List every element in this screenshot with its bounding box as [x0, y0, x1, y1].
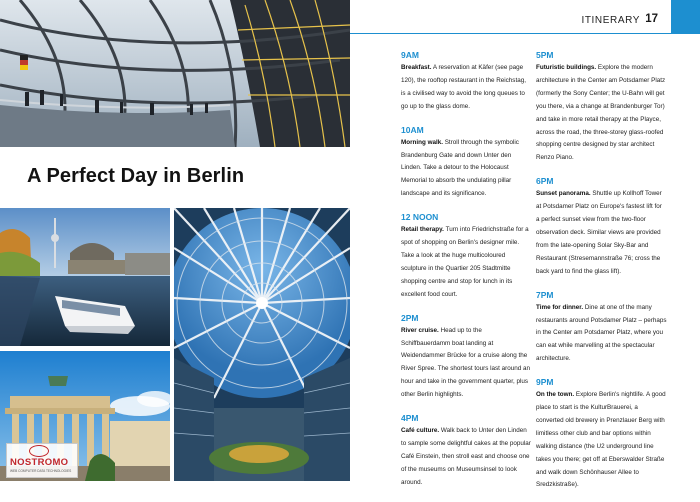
- entry-time: 9AM: [401, 50, 419, 60]
- entry-text: [536, 188, 667, 278]
- entry-text: [536, 389, 667, 492]
- section-tab: [671, 0, 700, 33]
- entry-heading: Futuristic buildings.: [536, 64, 597, 71]
- entry-text: [536, 302, 667, 367]
- itinerary-entry: [536, 376, 667, 492]
- entry-time: 7PM: [536, 289, 554, 300]
- entry-body: Walk back to Unter den Linden to sample some delightful cakes at the popular Café Einstein, then stroll east and choose one of the museums on Museumsinsel to look around.: [401, 427, 531, 486]
- itinerary-entry: [536, 289, 667, 367]
- entry-time: 12 NOON: [401, 212, 439, 223]
- itinerary-entry: [536, 49, 667, 165]
- entry-text: [401, 137, 532, 202]
- itinerary-entry: [401, 412, 532, 490]
- watermark-tagline: WEB COMPUTER DATA TECHNOLOGIES: [10, 469, 72, 473]
- entry-time: 6PM: [536, 176, 554, 187]
- entry-body: A reservation at Käfer (see page 120), the rooftop restaurant in the Reichstag, is a civilised way to avoid the long queues to go up to the glass dome.: [401, 64, 526, 110]
- entry-heading: Café culture.: [401, 427, 440, 435]
- itinerary-entry: [401, 312, 532, 402]
- watermark-brand: NOSTROMO: [10, 457, 69, 468]
- entry-text: [401, 325, 532, 402]
- watermark-logo: [6, 443, 78, 478]
- entry-text: [401, 224, 532, 301]
- entry-heading: River cruise.: [401, 326, 439, 334]
- entry-heading: Sunset panorama.: [536, 190, 591, 198]
- entry-body: Head up to the Schiffbauerdamm boat landing at Weidendammer Brücke for a cruise along the River Spree. The shortest tours last around an hour and take in the government quarter, plus other Berlin highlights.: [401, 326, 531, 399]
- section-label: ITINERARY: [581, 15, 640, 26]
- entry-time: 10AM: [401, 124, 424, 135]
- entry-body: Dine at one of the many restaurants around Potsdamer Platz – perhaps in the Center am Potsdamer Platz, where you can eat while marvelling at the spectacular architecture.: [536, 303, 667, 363]
- entry-heading: Morning walk.: [401, 138, 443, 146]
- entry-time: 2PM: [401, 312, 419, 323]
- entry-time: 9PM: [536, 377, 554, 388]
- page-title: A Perfect Day in Berlin: [27, 165, 245, 187]
- page-header: [350, 0, 700, 34]
- entry-body: Stroll through the symbolic Brandenburg Gate and down Unter den Linden. Take a detour to the Holocaust Memorial to absorb the undulating pillar landscape and its significance.: [401, 138, 519, 198]
- entry-heading: On the town.: [536, 391, 575, 399]
- itinerary-entry: [401, 49, 532, 114]
- itinerary-entry: [401, 124, 532, 202]
- entry-heading: Retail therapy.: [401, 226, 444, 234]
- river-spree-cruise-photo: [0, 208, 170, 346]
- itinerary-column-left: [401, 49, 532, 500]
- itinerary-entry: [401, 211, 532, 301]
- logo-ring-icon: [29, 445, 49, 457]
- entry-body: Explore Berlin's nightlife. A good place to start is the KulturBrauerei, a converted old brewery in Prenzlauer Berg with limitless other club and bar options within walking distance (the U2 underground line takes you there; get off at Eberswalder Straße and walk down Schönhauser Allee to Sredzkistraße).: [536, 391, 666, 489]
- entry-heading: Time for dinner.: [536, 303, 584, 311]
- entry-text: [536, 62, 667, 165]
- itinerary-column-right: [536, 49, 667, 502]
- entry-text: [401, 62, 532, 114]
- entry-heading: Breakfast.: [401, 64, 432, 71]
- entry-body: Shuttle up Kollhoff Tower at Potsdamer Platz on Europe's fastest lift for a perfect sunset view from the two-floor observation deck. Similar views are provided from the late-opening Solar Sky-Bar and Restaurant (Stresemannstraße 76; cross the back yard to find the glass lift).: [536, 190, 662, 275]
- entry-body: Explore the modern architecture in the Center am Potsdamer Platz (formerly the Sony Center; the U-Bahn will get you there, via a change at Brandenburger Tor) and take in more retail therapy at the Playce, across the road, the three-storey glass-roofed shopping centre designed by star architect Renzo Piano.: [536, 64, 666, 162]
- page-number: 17: [645, 13, 658, 25]
- sony-center-roof-photo: [174, 208, 350, 481]
- entry-time: 4PM: [401, 413, 419, 424]
- entry-body: Turn into Friedrichstraße for a spot of shopping on Berlin's designer mile. Take a look at the huge multicoloured sculpture in the Quartier 205 Stadtmitte shopping centre and stop for lunch in its excellent food court.: [401, 226, 529, 298]
- itinerary-entry: [536, 175, 667, 278]
- entry-text: [401, 425, 532, 490]
- reichstag-dome-photo: [0, 0, 350, 147]
- entry-time: 5PM: [536, 50, 554, 60]
